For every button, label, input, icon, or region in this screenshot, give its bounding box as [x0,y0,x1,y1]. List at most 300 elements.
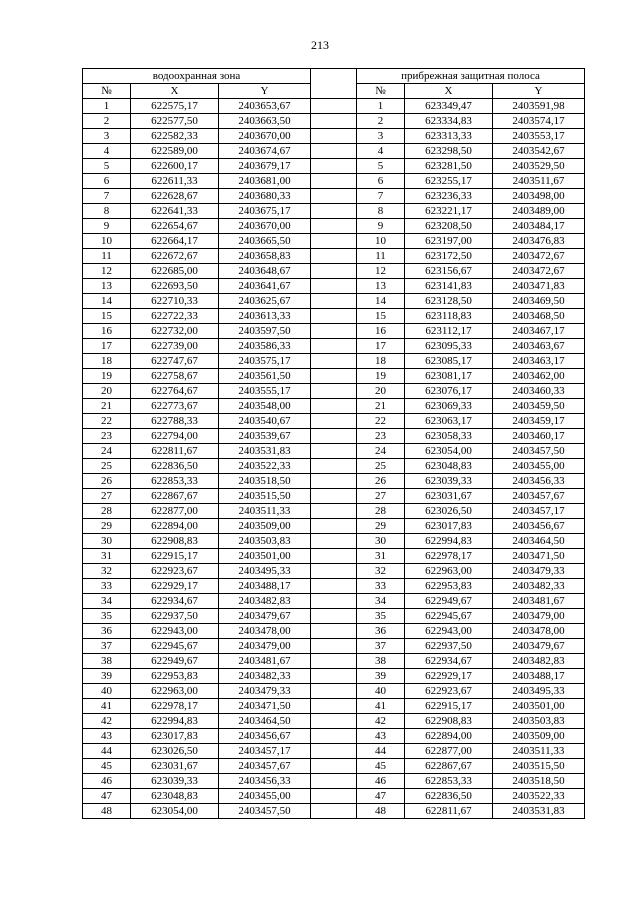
table-row [83,504,585,519]
column-gap [311,429,357,444]
left-cell-x: 622794,00 [131,429,219,444]
right-cell-y: 2403591,98 [493,99,585,114]
right-cell-number: 34 [357,594,405,609]
left-cell-x: 622953,83 [131,669,219,684]
left-cell-x: 622722,33 [131,309,219,324]
right-cell-number: 30 [357,534,405,549]
left-cell-number: 30 [83,534,131,549]
left-cell-y: 2403681,00 [219,174,311,189]
left-cell-x: 622923,67 [131,564,219,579]
column-gap [311,309,357,324]
right-cell-x: 623313,33 [405,129,493,144]
table-row [83,114,585,129]
column-gap [311,69,357,99]
right-cell-y: 2403459,50 [493,399,585,414]
left-cell-x: 622758,67 [131,369,219,384]
left-cell-y: 2403555,17 [219,384,311,399]
column-gap [311,594,357,609]
column-gap [311,789,357,804]
table-row [83,189,585,204]
left-cell-x: 623017,83 [131,729,219,744]
left-cell-x: 622575,17 [131,99,219,114]
right-cell-x: 623298,50 [405,144,493,159]
left-header-x: X [131,84,219,99]
left-cell-x: 622628,67 [131,189,219,204]
right-cell-number: 25 [357,459,405,474]
left-cell-x: 622589,00 [131,144,219,159]
right-cell-number: 29 [357,519,405,534]
column-gap [311,519,357,534]
left-cell-number: 10 [83,234,131,249]
column-gap [311,264,357,279]
left-cell-x: 622739,00 [131,339,219,354]
left-cell-x: 622915,17 [131,549,219,564]
right-cell-x: 623197,00 [405,234,493,249]
table-row [83,789,585,804]
left-cell-x: 622654,67 [131,219,219,234]
left-cell-y: 2403522,33 [219,459,311,474]
column-gap [311,399,357,414]
right-cell-number: 13 [357,279,405,294]
right-cell-x: 622929,17 [405,669,493,684]
table-row [83,549,585,564]
table-row [83,414,585,429]
left-cell-x: 622577,50 [131,114,219,129]
column-gap [311,474,357,489]
column-gap [311,459,357,474]
right-cell-y: 2403464,50 [493,534,585,549]
table-row [83,534,585,549]
table-row [83,354,585,369]
water-protection-zone-title: водоохранная зона [83,69,311,84]
right-cell-number: 6 [357,174,405,189]
column-gap [311,549,357,564]
right-header-number: № [357,84,405,99]
left-cell-x: 622672,67 [131,249,219,264]
right-cell-x: 622915,17 [405,699,493,714]
right-cell-y: 2403460,17 [493,429,585,444]
right-cell-x: 623112,17 [405,324,493,339]
left-cell-y: 2403471,50 [219,699,311,714]
right-cell-y: 2403463,67 [493,339,585,354]
left-cell-number: 46 [83,774,131,789]
coordinates-table [82,68,585,819]
left-cell-number: 32 [83,564,131,579]
left-cell-y: 2403457,50 [219,804,311,819]
left-cell-number: 35 [83,609,131,624]
left-cell-y: 2403511,33 [219,504,311,519]
right-cell-x: 623118,83 [405,309,493,324]
right-cell-x: 623221,17 [405,204,493,219]
column-gap [311,114,357,129]
left-cell-y: 2403457,17 [219,744,311,759]
column-gap [311,414,357,429]
column-gap [311,714,357,729]
right-cell-x: 622963,00 [405,564,493,579]
left-cell-x: 622582,33 [131,129,219,144]
right-cell-y: 2403472,67 [493,249,585,264]
table-row [83,399,585,414]
left-cell-y: 2403501,00 [219,549,311,564]
table-row [83,609,585,624]
table-row [83,744,585,759]
right-cell-number: 32 [357,564,405,579]
left-cell-y: 2403561,50 [219,369,311,384]
left-cell-y: 2403613,33 [219,309,311,324]
left-cell-y: 2403509,00 [219,519,311,534]
left-cell-number: 44 [83,744,131,759]
right-cell-x: 623039,33 [405,474,493,489]
right-cell-x: 623017,83 [405,519,493,534]
left-cell-y: 2403658,83 [219,249,311,264]
left-cell-number: 16 [83,324,131,339]
left-cell-y: 2403679,17 [219,159,311,174]
table-row [83,234,585,249]
table-row [83,249,585,264]
left-cell-x: 622978,17 [131,699,219,714]
right-cell-number: 43 [357,729,405,744]
right-cell-y: 2403457,17 [493,504,585,519]
right-cell-number: 42 [357,714,405,729]
right-cell-x: 623141,83 [405,279,493,294]
left-cell-x: 622945,67 [131,639,219,654]
left-cell-x: 622773,67 [131,399,219,414]
right-cell-number: 40 [357,684,405,699]
column-gap [311,489,357,504]
table-row [83,444,585,459]
column-gap [311,279,357,294]
left-cell-number: 43 [83,729,131,744]
left-cell-x: 622994,83 [131,714,219,729]
left-cell-number: 34 [83,594,131,609]
left-cell-number: 27 [83,489,131,504]
right-cell-y: 2403468,50 [493,309,585,324]
left-header-y: Y [219,84,311,99]
left-cell-number: 8 [83,204,131,219]
right-cell-number: 39 [357,669,405,684]
right-cell-x: 622894,00 [405,729,493,744]
left-cell-number: 14 [83,294,131,309]
right-cell-number: 33 [357,579,405,594]
left-cell-y: 2403670,00 [219,129,311,144]
table-row [83,759,585,774]
right-cell-x: 623026,50 [405,504,493,519]
right-cell-number: 1 [357,99,405,114]
right-cell-number: 18 [357,354,405,369]
right-cell-x: 623076,17 [405,384,493,399]
coordinates-body [83,99,585,819]
table-row [83,714,585,729]
left-cell-y: 2403488,17 [219,579,311,594]
left-cell-number: 31 [83,549,131,564]
right-cell-number: 10 [357,234,405,249]
left-cell-x: 622600,17 [131,159,219,174]
left-cell-number: 39 [83,669,131,684]
right-cell-number: 44 [357,744,405,759]
left-cell-x: 622877,00 [131,504,219,519]
left-cell-x: 622908,83 [131,534,219,549]
left-cell-y: 2403539,67 [219,429,311,444]
right-cell-x: 623081,17 [405,369,493,384]
right-cell-x: 622836,50 [405,789,493,804]
column-gap [311,729,357,744]
left-cell-y: 2403455,00 [219,789,311,804]
right-cell-number: 14 [357,294,405,309]
right-cell-y: 2403488,17 [493,669,585,684]
left-cell-y: 2403665,50 [219,234,311,249]
table-row [83,459,585,474]
right-cell-y: 2403489,00 [493,204,585,219]
left-cell-y: 2403641,67 [219,279,311,294]
right-cell-y: 2403462,00 [493,369,585,384]
right-cell-number: 23 [357,429,405,444]
left-cell-y: 2403503,83 [219,534,311,549]
left-cell-y: 2403457,67 [219,759,311,774]
left-cell-x: 622710,33 [131,294,219,309]
right-cell-x: 622908,83 [405,714,493,729]
left-cell-x: 623026,50 [131,744,219,759]
table-row [83,369,585,384]
page-number: 213 [311,38,329,52]
left-cell-y: 2403531,83 [219,444,311,459]
table-row [83,144,585,159]
right-cell-y: 2403478,00 [493,624,585,639]
left-cell-number: 3 [83,129,131,144]
right-cell-x: 623048,83 [405,459,493,474]
column-gap [311,444,357,459]
left-cell-x: 623054,00 [131,804,219,819]
right-cell-x: 623095,33 [405,339,493,354]
left-cell-number: 22 [83,414,131,429]
left-cell-number: 5 [83,159,131,174]
right-cell-number: 19 [357,369,405,384]
right-cell-x: 622943,00 [405,624,493,639]
left-cell-y: 2403456,67 [219,729,311,744]
left-cell-number: 29 [83,519,131,534]
column-gap [311,624,357,639]
right-cell-y: 2403511,67 [493,174,585,189]
left-cell-x: 622693,50 [131,279,219,294]
right-cell-x: 623054,00 [405,444,493,459]
right-cell-y: 2403456,67 [493,519,585,534]
right-cell-number: 26 [357,474,405,489]
left-cell-number: 48 [83,804,131,819]
table-row [83,594,585,609]
right-cell-number: 37 [357,639,405,654]
right-cell-y: 2403482,33 [493,579,585,594]
right-cell-x: 623255,17 [405,174,493,189]
column-gap [311,639,357,654]
column-gap [311,759,357,774]
column-gap [311,144,357,159]
left-cell-number: 28 [83,504,131,519]
left-cell-number: 38 [83,654,131,669]
right-cell-y: 2403481,67 [493,594,585,609]
left-cell-x: 622949,67 [131,654,219,669]
column-gap [311,579,357,594]
right-cell-y: 2403479,00 [493,609,585,624]
left-cell-x: 622764,67 [131,384,219,399]
right-cell-x: 623208,50 [405,219,493,234]
right-cell-x: 622923,67 [405,684,493,699]
right-cell-y: 2403467,17 [493,324,585,339]
right-cell-y: 2403471,50 [493,549,585,564]
left-cell-number: 9 [83,219,131,234]
right-cell-x: 622877,00 [405,744,493,759]
left-cell-y: 2403482,83 [219,594,311,609]
left-cell-y: 2403675,17 [219,204,311,219]
left-cell-x: 622937,50 [131,609,219,624]
right-cell-number: 15 [357,309,405,324]
right-cell-y: 2403460,33 [493,384,585,399]
left-cell-y: 2403482,33 [219,669,311,684]
left-cell-y: 2403663,50 [219,114,311,129]
left-cell-y: 2403540,67 [219,414,311,429]
left-cell-y: 2403518,50 [219,474,311,489]
left-cell-y: 2403653,67 [219,99,311,114]
block-title-row [83,69,585,84]
left-cell-number: 26 [83,474,131,489]
right-cell-x: 622953,83 [405,579,493,594]
left-cell-number: 24 [83,444,131,459]
left-cell-x: 623039,33 [131,774,219,789]
left-cell-x: 622929,17 [131,579,219,594]
table-row [83,624,585,639]
left-cell-y: 2403495,33 [219,564,311,579]
right-cell-y: 2403531,83 [493,804,585,819]
left-cell-y: 2403479,00 [219,639,311,654]
left-cell-x: 622894,00 [131,519,219,534]
left-cell-number: 17 [83,339,131,354]
left-cell-y: 2403575,17 [219,354,311,369]
column-gap [311,339,357,354]
table-row [83,669,585,684]
table-row [83,99,585,114]
column-gap [311,774,357,789]
column-gap [311,294,357,309]
left-cell-x: 622641,33 [131,204,219,219]
left-cell-number: 2 [83,114,131,129]
right-cell-number: 12 [357,264,405,279]
left-cell-y: 2403515,50 [219,489,311,504]
column-gap [311,249,357,264]
table-row [83,294,585,309]
column-gap [311,654,357,669]
right-cell-x: 623156,67 [405,264,493,279]
left-cell-number: 45 [83,759,131,774]
right-cell-y: 2403515,50 [493,759,585,774]
table-row [83,429,585,444]
left-cell-number: 18 [83,354,131,369]
table-row [83,519,585,534]
left-cell-number: 13 [83,279,131,294]
table-row [83,699,585,714]
left-cell-number: 12 [83,264,131,279]
left-cell-number: 37 [83,639,131,654]
right-cell-y: 2403484,17 [493,219,585,234]
left-cell-x: 622853,33 [131,474,219,489]
right-cell-y: 2403522,33 [493,789,585,804]
left-cell-x: 622934,67 [131,594,219,609]
right-cell-number: 38 [357,654,405,669]
left-cell-y: 2403680,33 [219,189,311,204]
left-cell-y: 2403670,00 [219,219,311,234]
column-gap [311,669,357,684]
left-cell-y: 2403548,00 [219,399,311,414]
right-cell-y: 2403457,50 [493,444,585,459]
left-cell-y: 2403674,67 [219,144,311,159]
left-cell-x: 622732,00 [131,324,219,339]
left-cell-x: 622685,00 [131,264,219,279]
right-cell-y: 2403511,33 [493,744,585,759]
column-gap [311,744,357,759]
right-cell-number: 17 [357,339,405,354]
left-cell-y: 2403481,67 [219,654,311,669]
right-cell-y: 2403498,00 [493,189,585,204]
left-cell-number: 23 [83,429,131,444]
table-row [83,339,585,354]
right-cell-x: 622978,17 [405,549,493,564]
table-row [83,129,585,144]
right-cell-y: 2403463,17 [493,354,585,369]
left-cell-number: 40 [83,684,131,699]
table-row [83,804,585,819]
table-row [83,264,585,279]
column-gap [311,504,357,519]
table-row [83,279,585,294]
left-cell-x: 622664,17 [131,234,219,249]
table-row [83,309,585,324]
table-row [83,489,585,504]
right-cell-y: 2403518,50 [493,774,585,789]
left-cell-y: 2403479,33 [219,684,311,699]
left-cell-number: 20 [83,384,131,399]
right-cell-number: 20 [357,384,405,399]
table-row [83,159,585,174]
table-row [83,654,585,669]
right-cell-x: 622945,67 [405,609,493,624]
column-gap [311,219,357,234]
right-cell-y: 2403456,33 [493,474,585,489]
right-header-x: X [405,84,493,99]
table-row [83,384,585,399]
right-cell-x: 622994,83 [405,534,493,549]
left-cell-y: 2403648,67 [219,264,311,279]
right-cell-number: 2 [357,114,405,129]
right-cell-number: 22 [357,414,405,429]
right-cell-x: 623128,50 [405,294,493,309]
table-row [83,324,585,339]
left-cell-y: 2403597,50 [219,324,311,339]
table-row [83,684,585,699]
left-cell-number: 41 [83,699,131,714]
right-cell-number: 5 [357,159,405,174]
right-cell-number: 47 [357,789,405,804]
table-row [83,174,585,189]
right-cell-y: 2403479,67 [493,639,585,654]
column-gap [311,129,357,144]
right-header-y: Y [493,84,585,99]
right-cell-y: 2403457,67 [493,489,585,504]
right-cell-number: 36 [357,624,405,639]
right-cell-x: 622949,67 [405,594,493,609]
right-cell-number: 27 [357,489,405,504]
left-cell-number: 6 [83,174,131,189]
left-header-number: № [83,84,131,99]
right-cell-number: 4 [357,144,405,159]
column-gap [311,159,357,174]
right-cell-y: 2403455,00 [493,459,585,474]
